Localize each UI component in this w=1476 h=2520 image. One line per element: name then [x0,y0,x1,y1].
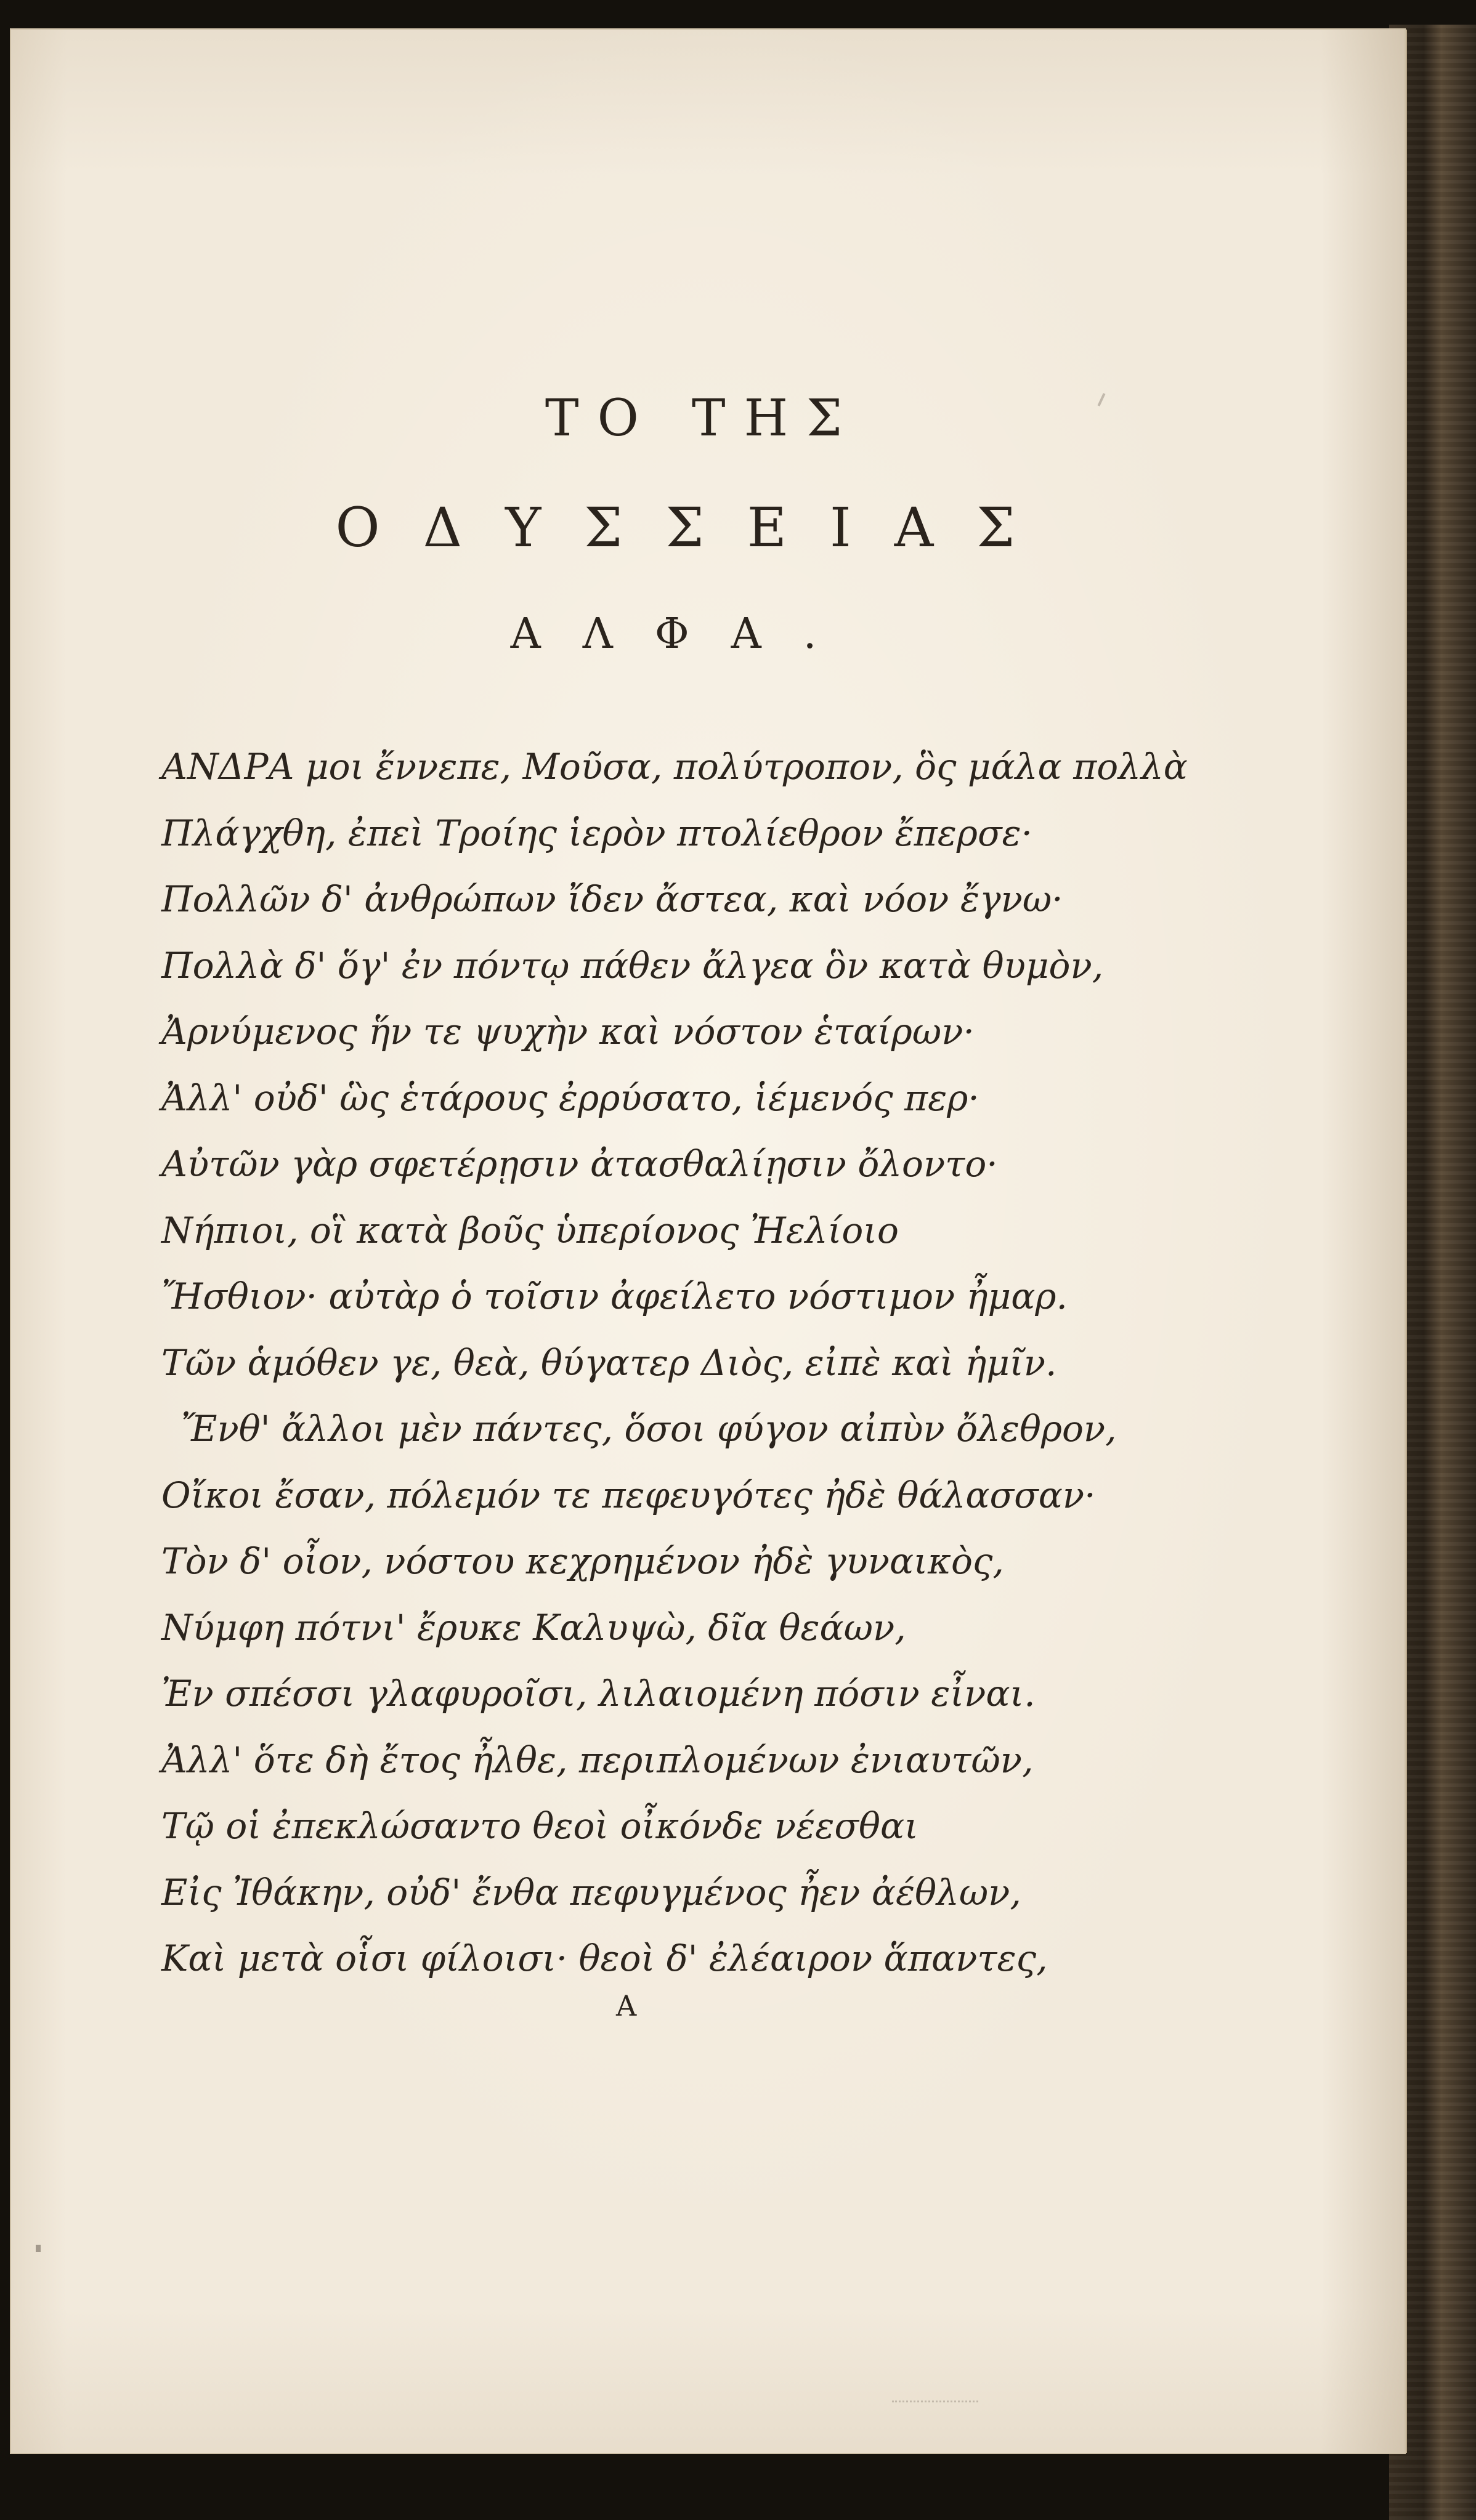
verse-line: Ἀρνύμενος ἥν τε ψυχὴν καὶ νόστον ἑταίρων· [161,1011,975,1052]
verse-line: Εἰς Ἰθάκην, οὐδ' ἔνθα πεφυγμένος ἦεν ἀέθλων, [161,1871,1021,1913]
verse-line: Πολλῶν δ' ἀνθρώπων ἴδεν ἄστεα, καὶ νόον ἔγνω· [161,878,1063,920]
verse-line: Καὶ μετὰ οἷσι φίλοισι· θεοὶ δ' ἐλέαιρον ἅπαντες, [161,1937,1048,1979]
page-edge-mark [36,2245,41,2252]
verse-line: Αὐτῶν γὰρ σφετέρῃσιν ἀτασθαλίῃσιν ὄλοντο· [161,1143,998,1185]
title-line-1: ΤΟ ΤΗΣ [545,389,861,448]
verse-line: Ἀλλ' ὅτε δὴ ἔτος ἦλθε, περιπλομένων ἐνιαυτῶν, [161,1739,1034,1781]
verse-line: Ἔνθ' ἄλλοι μὲν πάντες, ὅσοι φύγον αἰπὺν ὄλεθρον, [181,1408,1117,1450]
verse-line: Νύμφη πότνι' ἔρυκε Καλυψὼ, δῖα θεάων, [161,1606,906,1649]
verse-line: Οἴκοι ἔσαν, πόλεμόν τε πεφευγότες ἠδὲ θάλασσαν· [161,1474,1096,1516]
verse-line: ΑΝΔΡΑ μοι ἔννεπε, Μοῦσα, πολύτροπον, ὃς μάλα πολλὰ [161,746,1188,788]
verse-line: Ἀλλ' οὐδ' ὣς ἑτάρους ἐρρύσατο, ἱέμενός περ· [161,1076,979,1119]
signature-mark: A [616,1989,637,2022]
verse-line: Τῷ οἱ ἐπεκλώσαντο θεοὶ οἶκόνδε νέεσθαι [161,1805,918,1847]
verse-list [161,734,1188,1992]
verse-line: Τῶν ἁμόθεν γε, θεὰ, θύγατερ Διὸς, εἰπὲ καὶ ἡμῖν. [161,1341,1057,1384]
verse-line: Τὸν δ' οἶον, νόστου κεχρημένον ἠδὲ γυναικὸς, [161,1540,1004,1582]
verse-line: Νήπιοι, οἳ κατὰ βοῦς ὑπερίονος Ἠελίοιο [161,1209,899,1251]
verse-line: Πλάγχθη, ἐπεὶ Τροίης ἱερὸν πτολίεθρον ἔπερσε· [161,812,1033,854]
verse-line: Ἤσθιον· αὐτὰρ ὁ τοῖσιν ἀφείλετο νόστιμον ἦμαρ. [161,1275,1068,1317]
pencil-marking [892,2401,978,2409]
verse-line: Πολλὰ δ' ὅγ' ἐν πόντῳ πάθεν ἄλγεα ὃν κατὰ θυμὸν, [161,944,1104,987]
verse-line: Ἐν σπέσσι γλαφυροῖσι, λιλαιομένη πόσιν εἶναι. [161,1673,1036,1714]
title-line-2: ΟΔΥΣΣΕΙΑΣ [335,496,1058,559]
title-line-3: ΑΛΦΑ. [510,610,859,658]
